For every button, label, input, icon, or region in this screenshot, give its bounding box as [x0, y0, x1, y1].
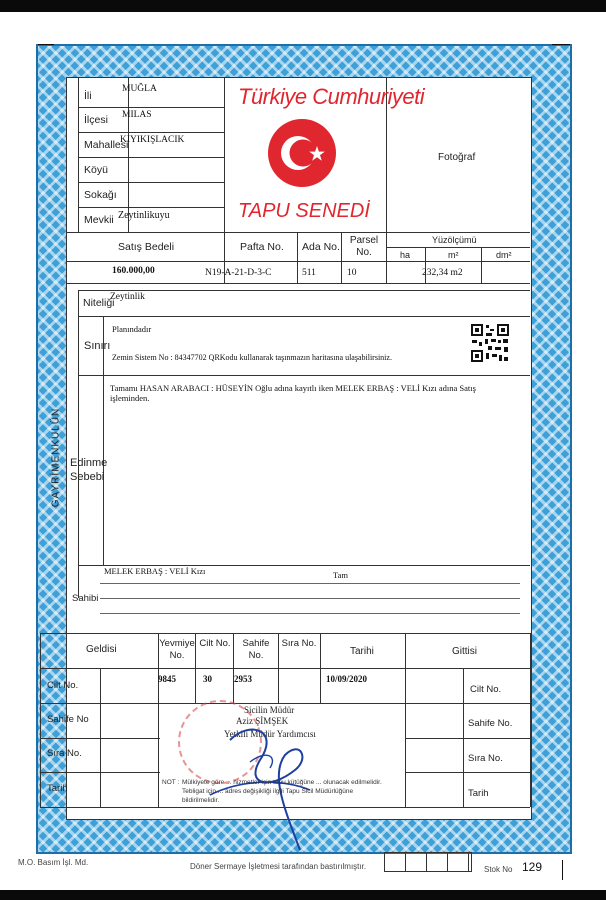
- m2-label: m²: [448, 250, 459, 260]
- right-tarih-label: Tarih: [468, 788, 489, 799]
- geldisi-label: Geldisi: [86, 644, 117, 655]
- republic-title: Türkiye Cumhuriyeti: [238, 84, 425, 109]
- grid-line: [530, 633, 531, 807]
- yuzolcum-label: Yüzölçümü: [432, 235, 477, 245]
- grid-line: [78, 182, 224, 183]
- row-tarih-label: Tarih: [47, 783, 68, 794]
- il-value: MUĞLA: [122, 84, 157, 94]
- satis-value: 160.000,00: [112, 266, 155, 276]
- gittisi-label: Gittisi: [452, 646, 477, 657]
- footer-stok-value: 129: [522, 860, 543, 874]
- edinme-label: Edinme Sebebi: [70, 457, 108, 483]
- note-line2: Tebligat için ... adres değişikliği ilgili Tapu Sicil Müdürlüğüne: [182, 788, 354, 795]
- crop-mark-tr: [552, 44, 570, 45]
- row-sira-label: Sıra No.: [47, 748, 82, 759]
- note-label: NOT :: [162, 779, 180, 786]
- side-label-gayrimenkul: GAYRİMENKULÜN: [50, 407, 62, 508]
- grid-line: [386, 247, 530, 248]
- siniri-label: Sınırı: [84, 340, 111, 352]
- grid-line: [40, 633, 530, 634]
- tarih-label: Tarihi: [350, 646, 374, 657]
- grid-line: [66, 261, 530, 262]
- row-sahife-label: Sahife No: [47, 714, 89, 725]
- grid-line: [40, 633, 41, 807]
- tarih-value: 10/09/2020: [326, 674, 368, 684]
- top-edge: [0, 0, 606, 12]
- stamp-line1: Sicilin Müdür: [244, 705, 295, 715]
- pafta-label: Pafta No.: [240, 241, 284, 253]
- ha-label: ha: [400, 250, 411, 260]
- mahalle-label: Mahallesi: [84, 139, 129, 151]
- grid-line: [78, 107, 224, 108]
- footer-boxes: [384, 852, 472, 872]
- area-value: 232,34 m2: [422, 268, 463, 278]
- grid-line: [78, 132, 224, 133]
- stamp-line2: Aziz ŞİMŞEK: [236, 716, 289, 726]
- parsel-value: 10: [347, 268, 357, 278]
- grid-line: [386, 232, 387, 283]
- row-cilt-label: Cilt No.: [47, 680, 79, 691]
- photo-label: Fotoğraf: [438, 152, 476, 163]
- grid-line: [195, 633, 196, 703]
- cilt-label: Cilt No.: [199, 638, 231, 649]
- grid-line: [405, 738, 530, 739]
- owner-value: MELEK ERBAŞ : VELİ Kızı: [104, 566, 206, 576]
- qr-code: [470, 323, 510, 363]
- footer-printer: M.O. Basım İşl. Md.: [18, 858, 89, 867]
- grid-line: [320, 633, 321, 703]
- grid-line: [341, 232, 342, 283]
- niteligi-label: Niteliği: [83, 297, 115, 309]
- siniri-line1: Planındadır: [112, 324, 152, 334]
- yevmiye-label: Yevmiye No.: [159, 638, 195, 661]
- crop-mark-tl: [38, 44, 54, 45]
- dm2-label: dm²: [496, 250, 512, 260]
- grid-line: [78, 290, 79, 598]
- sahife-label: Sahife No.: [242, 638, 270, 661]
- right-cilt-label: Cilt No.: [470, 684, 502, 695]
- grid-line: [66, 232, 530, 233]
- right-sahife-label: Sahife No.: [468, 718, 513, 729]
- turkish-flag-emblem: [267, 118, 337, 188]
- yevmiye-value: 9845: [158, 674, 176, 684]
- grid-line: [78, 77, 79, 232]
- ilce-value: MILAS: [122, 110, 152, 120]
- grid-line: [78, 290, 530, 291]
- satis-label: Satış Bedeli: [118, 241, 175, 253]
- mahalle-value: KIYIKIŞLACIK: [120, 135, 185, 145]
- grid-line: [78, 316, 530, 317]
- grid-line: [66, 283, 67, 633]
- grid-line: [66, 283, 530, 284]
- footer-printed-by: Döner Sermaye İşletmesi tarafından bastırılmıştır.: [190, 862, 367, 871]
- sahife-value: 2953: [234, 674, 252, 684]
- footer-stok-label: Stok No: [484, 865, 513, 874]
- note-line3: bildirilmelidir.: [182, 797, 220, 804]
- grid-line: [100, 583, 520, 584]
- ilce-label: İlçesi: [84, 114, 108, 126]
- ada-label: Ada No.: [302, 241, 340, 253]
- grid-line: [100, 668, 101, 807]
- grid-line: [224, 77, 225, 232]
- mevki-value: Zeytinlikuyu: [118, 210, 170, 221]
- sira-label: Sıra No.: [281, 638, 317, 649]
- grid-line: [40, 668, 530, 669]
- grid-line: [405, 772, 530, 773]
- grid-line: [78, 375, 530, 376]
- sahibi-label: Sahibi: [72, 593, 99, 604]
- grid-line: [103, 316, 104, 566]
- right-sira-label: Sıra No.: [468, 753, 503, 764]
- grid-line: [78, 207, 224, 208]
- pafta-value: N19-A-21-D-3-C: [205, 268, 272, 278]
- grid-line: [297, 232, 298, 283]
- grid-line: [128, 77, 129, 232]
- niteligi-value: Zeytinlik: [110, 292, 145, 302]
- grid-line: [463, 668, 464, 807]
- owner-share: Tam: [333, 570, 348, 580]
- il-label: İli: [84, 90, 92, 102]
- cilt-value: 30: [203, 674, 212, 684]
- grid-line: [78, 157, 224, 158]
- stamp-line3: Yetkili Müdür Yardımcısı: [224, 729, 316, 739]
- parsel-label: Parsel No.: [349, 235, 379, 258]
- note-line1: Mülkiyete göre ... hizmetler için tapu kütüğüne ... olunacak edilmelidir.: [182, 779, 382, 786]
- koy-label: Köyü: [84, 164, 108, 176]
- bottom-edge: [0, 890, 606, 900]
- mevki-label: Mevkii: [84, 214, 114, 226]
- sokak-label: Sokağı: [84, 189, 117, 201]
- grid-line: [481, 247, 482, 283]
- crop-mark-br: [562, 860, 563, 880]
- deed-title: TAPU SENEDİ: [238, 200, 370, 222]
- ada-value: 511: [302, 268, 316, 278]
- grid-line: [100, 598, 520, 599]
- grid-line: [100, 613, 520, 614]
- edinme-text: Tamamı HASAN ARABACI : HÜSEYİN Oğlu adına kayıtlı iken MELEK ERBAŞ : VELİ Kızı adına Satış işleminden.: [110, 383, 476, 403]
- grid-line: [405, 633, 406, 807]
- siniri-line2: Zemin Sistem No : 84347702 QRKodu kullanarak taşınmazın haritasına ulaşabilirsiniz.: [112, 353, 392, 362]
